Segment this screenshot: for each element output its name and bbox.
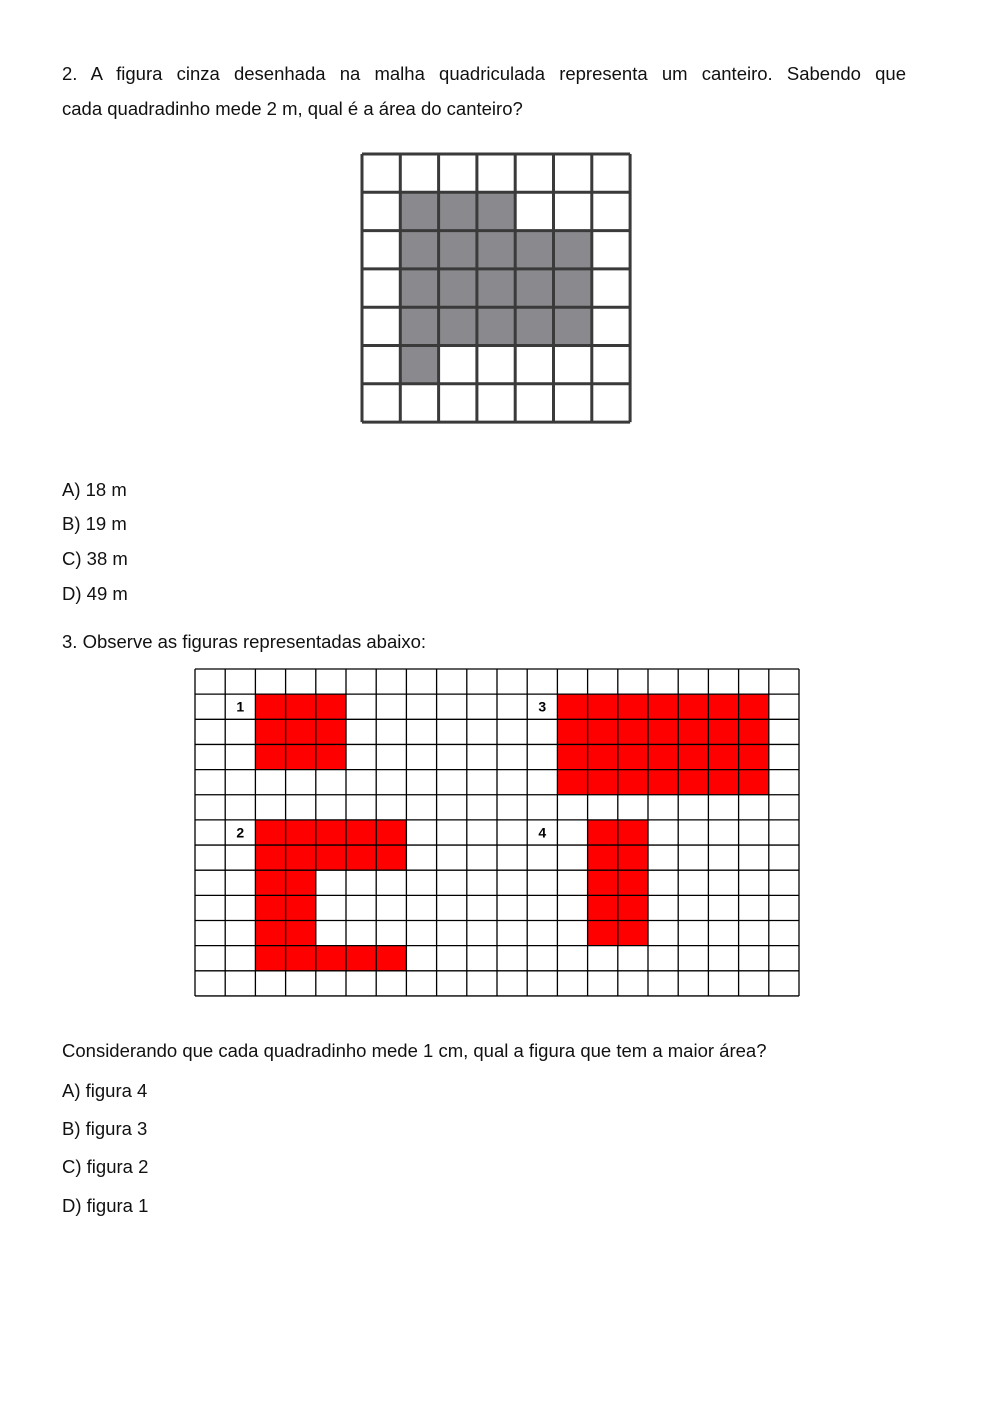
figura-2-cell: [286, 946, 316, 971]
figura-2-cell: [255, 921, 285, 946]
q2-option-b[interactable]: B) 19 m: [62, 513, 127, 534]
figura-4-cell: [618, 895, 648, 920]
figura-1-cell: [286, 719, 316, 744]
figura-3-cell: [678, 694, 708, 719]
figura-3-cell: [739, 719, 769, 744]
figura-1-cell: [255, 719, 285, 744]
figura-3-cell: [588, 770, 618, 795]
figura-3-cell: [678, 770, 708, 795]
figura-2-cell: [286, 921, 316, 946]
figura-4-cell: [618, 870, 648, 895]
figura-3-cell: [708, 694, 738, 719]
figura-3-cell: [678, 744, 708, 769]
figura-1-cell: [255, 694, 285, 719]
figura-2-cell: [286, 820, 316, 845]
figura-3-cell: [618, 719, 648, 744]
canteiro-cell: [400, 307, 438, 345]
q2-option-d[interactable]: D) 49 m: [62, 583, 128, 604]
figura-3-cell: [648, 770, 678, 795]
figura-3-cell: [678, 719, 708, 744]
figura-3-cell: [557, 694, 587, 719]
canteiro-cell: [400, 269, 438, 307]
q3-intro: 3. Observe as figuras representadas abaixo:: [62, 631, 427, 652]
figura-4-cell: [588, 895, 618, 920]
figura-2-cell: [316, 946, 346, 971]
figura-3-cell: [588, 719, 618, 744]
figura-1-cell: [316, 744, 346, 769]
figura-2-cell: [346, 820, 376, 845]
figure-label-2: 2: [236, 824, 245, 841]
figura-2-cell: [376, 820, 406, 845]
canteiro-cell: [439, 307, 477, 345]
figura-1-cell: [316, 719, 346, 744]
figura-4-cell: [588, 845, 618, 870]
figura-4-cell: [588, 921, 618, 946]
figura-2-cell: [255, 845, 285, 870]
canteiro-cell: [554, 307, 592, 345]
q2-text-line1: 2. A figura cinza desenhada na malha quadriculada representa um canteiro. Sabendo que: [62, 63, 906, 84]
figura-2-cell: [316, 820, 346, 845]
figura-2-cell: [286, 870, 316, 895]
figura-3-cell: [648, 719, 678, 744]
figura-2-cell: [346, 946, 376, 971]
figura-3-cell: [557, 744, 587, 769]
figura-4-cell: [588, 820, 618, 845]
figura-3-cell: [708, 719, 738, 744]
canteiro-cell: [477, 231, 515, 269]
figura-3-cell: [708, 744, 738, 769]
q3-option-c[interactable]: C) figura 2: [62, 1156, 149, 1177]
figura-3-cell: [588, 694, 618, 719]
q3-question: Considerando que cada quadradinho mede 1 cm, qual a figura que tem a maior área?: [62, 1040, 767, 1061]
q2-grid-canteiro: [360, 152, 632, 424]
canteiro-cell: [400, 346, 438, 384]
q3-grid-figuras: [194, 668, 800, 998]
figure-label-1: 1: [236, 698, 245, 715]
canteiro-cell: [477, 192, 515, 230]
q2-text-line2: cada quadradinho mede 2 m, qual é a área do canteiro?: [62, 98, 523, 119]
canteiro-cell: [400, 192, 438, 230]
canteiro-cell: [439, 192, 477, 230]
figura-2-cell: [286, 845, 316, 870]
figura-3-cell: [618, 744, 648, 769]
figura-2-cell: [346, 845, 376, 870]
canteiro-cell: [400, 231, 438, 269]
figura-3-cell: [618, 770, 648, 795]
figura-3-cell: [557, 719, 587, 744]
canteiro-cell: [515, 307, 553, 345]
q3-option-b[interactable]: B) figura 3: [62, 1118, 148, 1139]
canteiro-cell: [554, 269, 592, 307]
figura-3-cell: [739, 770, 769, 795]
figura-2-cell: [255, 820, 285, 845]
q3-option-d[interactable]: D) figura 1: [62, 1195, 149, 1216]
figura-2-cell: [376, 845, 406, 870]
figura-4-cell: [618, 921, 648, 946]
figura-3-cell: [739, 694, 769, 719]
figura-1-cell: [286, 694, 316, 719]
canteiro-cell: [515, 231, 553, 269]
canteiro-cell: [439, 231, 477, 269]
q3-option-a[interactable]: A) figura 4: [62, 1080, 148, 1101]
figura-3-cell: [648, 694, 678, 719]
figura-2-cell: [376, 946, 406, 971]
canteiro-cell: [477, 307, 515, 345]
canteiro-cell: [439, 269, 477, 307]
figura-1-cell: [255, 744, 285, 769]
q2-option-c[interactable]: C) 38 m: [62, 548, 128, 569]
figura-4-cell: [588, 870, 618, 895]
figura-3-cell: [739, 744, 769, 769]
figura-4-cell: [618, 845, 648, 870]
figura-2-cell: [255, 895, 285, 920]
figura-1-cell: [316, 694, 346, 719]
canteiro-cell: [554, 231, 592, 269]
figura-2-cell: [316, 845, 346, 870]
figura-2-cell: [255, 946, 285, 971]
figura-2-cell: [255, 870, 285, 895]
figura-4-cell: [618, 820, 648, 845]
figura-3-cell: [588, 744, 618, 769]
figure-label-3: 3: [538, 698, 547, 715]
figura-1-cell: [286, 744, 316, 769]
figura-3-cell: [708, 770, 738, 795]
figura-3-cell: [648, 744, 678, 769]
figura-2-cell: [286, 895, 316, 920]
figure-label-4: 4: [538, 824, 547, 841]
figura-3-cell: [618, 694, 648, 719]
canteiro-cell: [477, 269, 515, 307]
figura-3-cell: [557, 770, 587, 795]
q2-option-a[interactable]: A) 18 m: [62, 479, 127, 500]
canteiro-cell: [515, 269, 553, 307]
